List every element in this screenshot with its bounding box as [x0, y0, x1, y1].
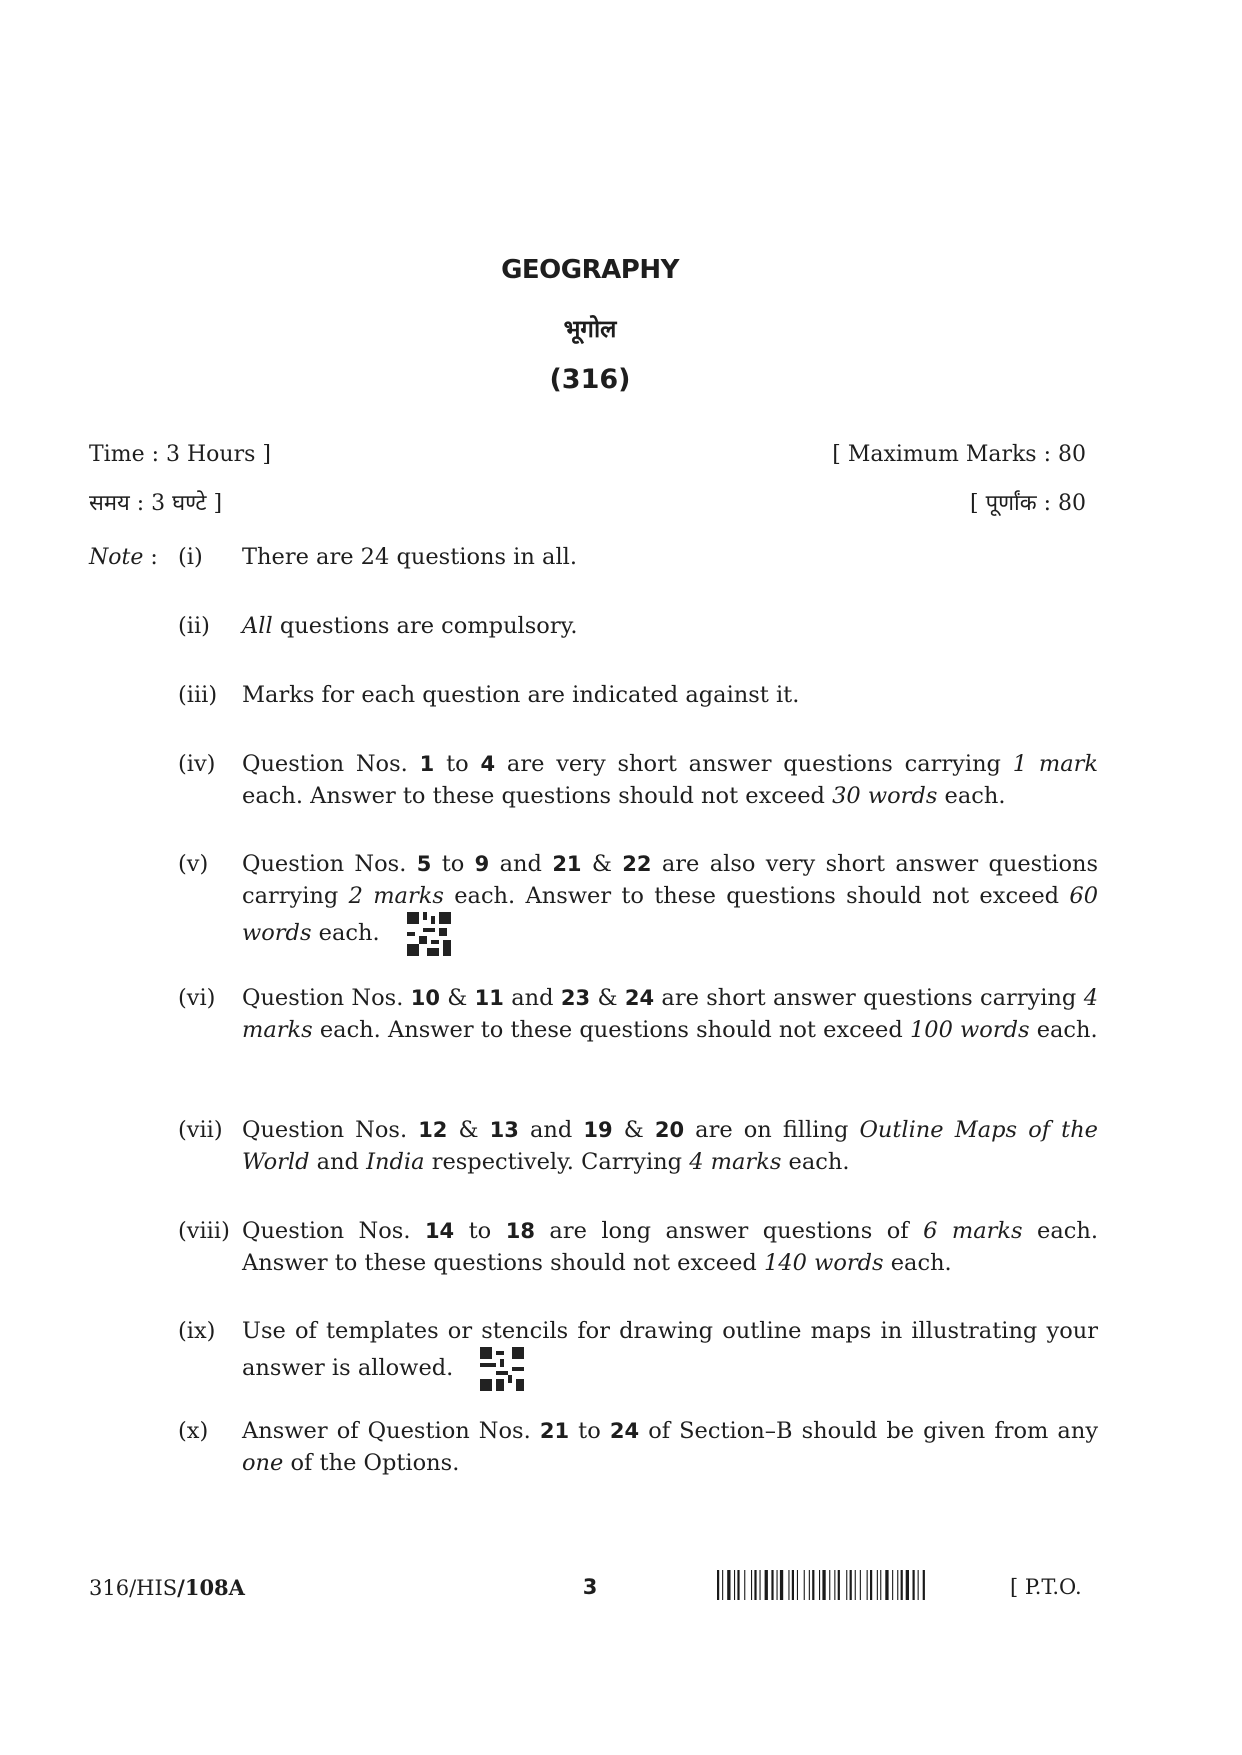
note-label: Note : [89, 545, 158, 570]
note-number: (vi) [178, 985, 216, 1011]
paper-code: 316/HIS/108A [89, 1575, 245, 1600]
note-number: (iv) [178, 751, 216, 777]
note-text: Question Nos. 1 to 4 are very short answer questions carrying 1 mark each. Answer to these questions should not exceed 30 words each. [242, 751, 1099, 809]
note-text: Question Nos. 14 to 18 are long answer questions of 6 marks each. Answer to these questions should not exceed 140 words each. [242, 1218, 1098, 1276]
note-text: Question Nos. 12 & 13 and 19 & 20 are on filling Outline Maps of the World and India respectively. Carrying 4 marks each. [242, 1117, 1098, 1175]
note-text: Marks for each question are indicated against it. [242, 682, 800, 708]
note-text: Answer of Question Nos. 21 to 24 of Section–B should be given from any one of the Options. [242, 1418, 1099, 1476]
note-number: (i) [178, 544, 203, 570]
note-number: (v) [178, 851, 209, 877]
note-text: All questions are compulsory. [242, 613, 578, 639]
time-en: Time : 3 Hours ] [89, 442, 271, 467]
hindi-title: भूगोल [563, 314, 617, 343]
marks-hi: [ पूर्णांक : 80 [970, 491, 1086, 516]
note-number: (viii) [178, 1218, 230, 1244]
pto-label: [ P.T.O. [1010, 1575, 1082, 1599]
time-hi: समय : 3 घण्टे ] [89, 491, 223, 516]
note-number: (ix) [178, 1318, 216, 1344]
note-text: Question Nos. 10 & 11 and 23 & 24 are short answer questions carrying 4 marks each. Answer to these questions should not exceed 100 words each. [242, 985, 1099, 1043]
page-title: GEOGRAPHY [501, 255, 679, 285]
note-number: (x) [178, 1418, 209, 1444]
qr-code-icon [407, 912, 451, 956]
marks-en: [ Maximum Marks : 80 [832, 442, 1086, 467]
note-text: Use of templates or stencils for drawing outline maps in illustrating your answer is allowed. [242, 1315, 1098, 1391]
note-number: (iii) [178, 682, 218, 708]
note-number: (vii) [178, 1117, 223, 1143]
barcode-icon [717, 1570, 989, 1600]
note-number: (ii) [178, 613, 210, 639]
note-text: Question Nos. 5 to 9 and 21 & 22 are also very short answer questions carrying 2 marks each. Answer to these questions should not exceed 60 words each. [242, 848, 1098, 956]
qr-code-icon [480, 1347, 524, 1391]
note-text: There are 24 questions in all. [242, 544, 577, 570]
page-number: 3 [582, 1575, 598, 1599]
subject-code: (316) [549, 364, 631, 395]
